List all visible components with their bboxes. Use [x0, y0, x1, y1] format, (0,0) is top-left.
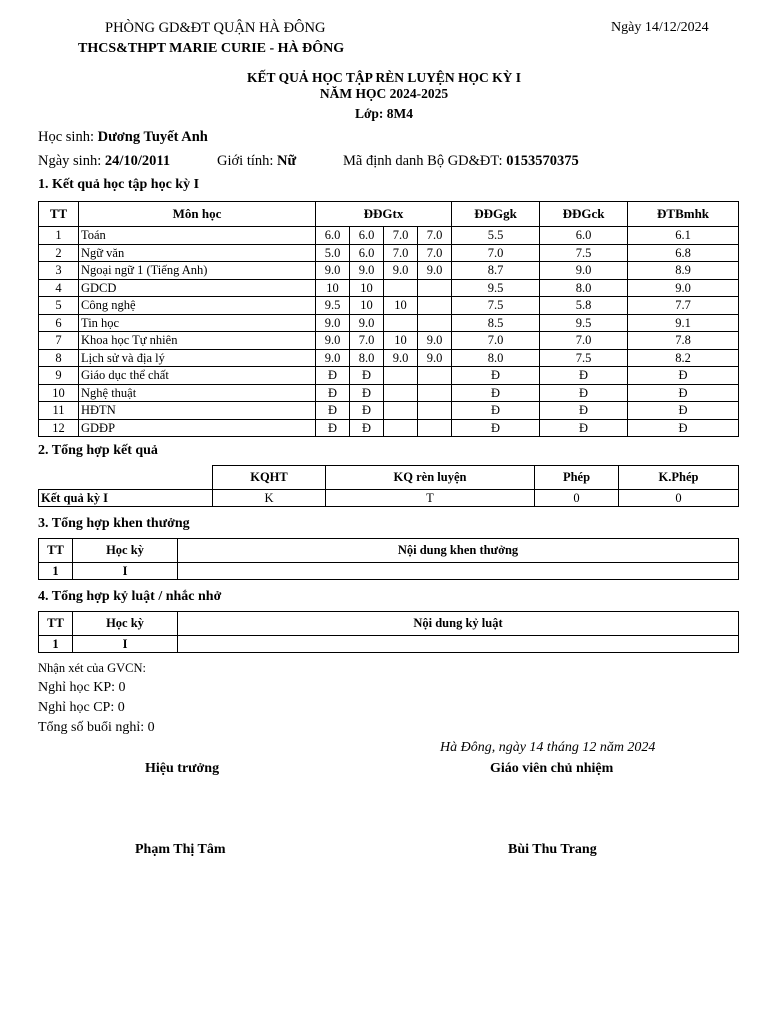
- discipline-row: [39, 636, 739, 653]
- rewards-header-content: Nội dung khen thưởng: [178, 539, 739, 563]
- row-tx-1: 6.0: [316, 227, 350, 245]
- rewards-header-row: [39, 539, 739, 563]
- row-subject: Giáo dục thể chất: [79, 367, 316, 385]
- summary-kq-ren-luyen: T: [326, 490, 535, 507]
- row-tx-4: [418, 279, 452, 297]
- row-tx-3: [384, 402, 418, 420]
- row-ck: 8.0: [540, 279, 628, 297]
- row-tb: Đ: [628, 419, 739, 437]
- header-ddgck: ĐĐGck: [540, 202, 628, 227]
- row-tt: 9: [39, 367, 79, 385]
- table-row: [39, 349, 739, 367]
- row-tx-1: Đ: [316, 384, 350, 402]
- row-ck: Đ: [540, 402, 628, 420]
- row-tx-2: Đ: [350, 384, 384, 402]
- table-row: [39, 227, 739, 245]
- row-gk: 5.5: [452, 227, 540, 245]
- row-tx-3: [384, 384, 418, 402]
- row-tx-2: 7.0: [350, 332, 384, 350]
- teacher-name: Bùi Thu Trang: [508, 842, 597, 857]
- row-tx-4: [418, 402, 452, 420]
- row-subject: HĐTN: [79, 402, 316, 420]
- row-tx-2: 8.0: [350, 349, 384, 367]
- row-gk: Đ: [452, 419, 540, 437]
- table-row: [39, 419, 739, 437]
- row-gk: 9.5: [452, 279, 540, 297]
- row-subject: Công nghệ: [79, 297, 316, 315]
- header-ddggk: ĐĐGgk: [452, 202, 540, 227]
- row-ck: 7.0: [540, 332, 628, 350]
- dob-line: [38, 153, 170, 170]
- discipline-row-semester: I: [73, 636, 178, 653]
- header-ddgtx: ĐĐGtx: [316, 202, 452, 227]
- row-subject: Toán: [79, 227, 316, 245]
- row-tt: 4: [39, 279, 79, 297]
- row-tx-4: 7.0: [418, 244, 452, 262]
- row-tx-2: Đ: [350, 367, 384, 385]
- row-ck: 9.5: [540, 314, 628, 332]
- place-date: Hà Đông, ngày 14 tháng 12 năm 2024: [440, 740, 656, 755]
- discipline-header-semester: Học kỳ: [73, 612, 178, 636]
- gender-value: Nữ: [277, 153, 297, 169]
- department-name: PHÒNG GD&ĐT QUẬN HÀ ĐÔNG: [105, 20, 326, 36]
- row-tx-2: 10: [350, 279, 384, 297]
- student-name-line: [38, 129, 208, 146]
- row-tx-4: [418, 314, 452, 332]
- total-absent: Tổng số buổi nghỉ: 0: [38, 720, 155, 735]
- row-tt: 7: [39, 332, 79, 350]
- row-tt: 10: [39, 384, 79, 402]
- row-gk: 7.0: [452, 244, 540, 262]
- principal-title: Hiệu trưởng: [145, 761, 220, 776]
- summary-table: [38, 465, 739, 507]
- section2-title: 2. Tổng hợp kết quả: [38, 443, 158, 458]
- row-ck: Đ: [540, 367, 628, 385]
- table-row: [39, 262, 739, 280]
- student-name: Dương Tuyết Anh: [97, 129, 208, 145]
- row-tt: 6: [39, 314, 79, 332]
- row-tx-2: Đ: [350, 402, 384, 420]
- row-tx-1: 9.0: [316, 332, 350, 350]
- row-tb: 6.1: [628, 227, 739, 245]
- row-subject: Ngữ văn: [79, 244, 316, 262]
- table-row: [39, 384, 739, 402]
- principal-name: Phạm Thị Tâm: [135, 842, 226, 857]
- row-tb: Đ: [628, 367, 739, 385]
- row-tt: 12: [39, 419, 79, 437]
- absent-kp: Nghỉ học KP: 0: [38, 680, 126, 695]
- gender-label: Giới tính:: [217, 153, 274, 169]
- row-tt: 1: [39, 227, 79, 245]
- row-tb: 7.7: [628, 297, 739, 315]
- row-tx-3: 10: [384, 297, 418, 315]
- summary-blank-cell: [39, 466, 213, 490]
- header-kqht: KQHT: [213, 466, 326, 490]
- row-tx-1: 9.0: [316, 314, 350, 332]
- class-name: Lớp: 8M4: [354, 106, 414, 121]
- table-row: [39, 402, 739, 420]
- section3-title: 3. Tổng hợp khen thưởng: [38, 516, 190, 531]
- row-subject: Ngoại ngữ 1 (Tiếng Anh): [79, 262, 316, 280]
- row-gk: 8.5: [452, 314, 540, 332]
- row-tb: 7.8: [628, 332, 739, 350]
- row-gk: 8.7: [452, 262, 540, 280]
- rewards-header-tt: TT: [39, 539, 73, 563]
- row-tb: Đ: [628, 384, 739, 402]
- row-gk: 7.5: [452, 297, 540, 315]
- row-tt: 8: [39, 349, 79, 367]
- summary-k-phep: 0: [619, 490, 739, 507]
- row-gk: Đ: [452, 367, 540, 385]
- row-tx-2: Đ: [350, 419, 384, 437]
- header-dtbmhk: ĐTBmhk: [628, 202, 739, 227]
- student-name-label: Học sinh:: [38, 129, 94, 145]
- dob-value: 24/10/2011: [104, 153, 171, 169]
- row-tt: 11: [39, 402, 79, 420]
- row-subject: Nghệ thuật: [79, 384, 316, 402]
- row-ck: Đ: [540, 419, 628, 437]
- summary-phep: 0: [535, 490, 619, 507]
- row-tb: Đ: [628, 402, 739, 420]
- row-ck: 7.5: [540, 244, 628, 262]
- row-tx-1: Đ: [316, 402, 350, 420]
- row-tx-1: 9.0: [316, 349, 350, 367]
- absent-cp: Nghỉ học CP: 0: [38, 700, 125, 715]
- section1-title: 1. Kết quả học tập học kỳ I: [38, 177, 200, 192]
- table-row: [39, 332, 739, 350]
- row-tx-4: 7.0: [418, 227, 452, 245]
- row-ck: 7.5: [540, 349, 628, 367]
- row-tx-2: 10: [350, 297, 384, 315]
- rewards-row: [39, 563, 739, 580]
- teacher-comment-label: Nhận xét của GVCN:: [38, 661, 146, 675]
- table-row: [39, 367, 739, 385]
- row-tx-1: Đ: [316, 419, 350, 437]
- row-tx-3: [384, 314, 418, 332]
- row-subject: GDĐP: [79, 419, 316, 437]
- summary-kqht: K: [213, 490, 326, 507]
- rewards-row-tt: 1: [39, 563, 73, 580]
- row-tx-1: Đ: [316, 367, 350, 385]
- summary-row: [39, 490, 739, 507]
- summary-row-label: Kết quả kỳ I: [39, 490, 213, 507]
- rewards-header-semester: Học kỳ: [73, 539, 178, 563]
- row-tx-1: 10: [316, 279, 350, 297]
- row-ck: Đ: [540, 384, 628, 402]
- rewards-row-semester: I: [73, 563, 178, 580]
- row-tx-3: 10: [384, 332, 418, 350]
- row-subject: Khoa học Tự nhiên: [79, 332, 316, 350]
- row-subject: GDCD: [79, 279, 316, 297]
- dob-label: Ngày sinh:: [38, 153, 102, 169]
- row-tx-4: 9.0: [418, 332, 452, 350]
- discipline-header-tt: TT: [39, 612, 73, 636]
- grades-header-row: [39, 202, 739, 227]
- row-tx-4: 9.0: [418, 349, 452, 367]
- rewards-row-content: [178, 563, 739, 580]
- section4-title: 4. Tổng hợp kỷ luật / nhắc nhở: [38, 589, 222, 604]
- row-tb: 8.2: [628, 349, 739, 367]
- report-title: KẾT QUẢ HỌC TẬP RÈN LUYỆN HỌC KỲ I: [246, 70, 522, 85]
- header-k-phep: K.Phép: [619, 466, 739, 490]
- discipline-row-content: [178, 636, 739, 653]
- id-value: 0153570375: [506, 153, 579, 169]
- discipline-header-content: Nội dung kỷ luật: [178, 612, 739, 636]
- row-ck: 9.0: [540, 262, 628, 280]
- header-phep: Phép: [535, 466, 619, 490]
- table-row: [39, 244, 739, 262]
- school-year: NĂM HỌC 2024-2025: [319, 86, 449, 101]
- row-tx-1: 9.5: [316, 297, 350, 315]
- row-gk: 7.0: [452, 332, 540, 350]
- row-tb: 9.0: [628, 279, 739, 297]
- row-tx-4: [418, 297, 452, 315]
- id-line: [343, 153, 579, 170]
- rewards-table: [38, 538, 739, 580]
- row-tx-3: [384, 419, 418, 437]
- table-row: [39, 279, 739, 297]
- row-tx-2: 6.0: [350, 244, 384, 262]
- school-name: THCS&THPT MARIE CURIE - HÀ ĐÔNG: [78, 41, 345, 56]
- header-subject: Môn học: [79, 202, 316, 227]
- row-tx-1: 9.0: [316, 262, 350, 280]
- row-tx-4: [418, 384, 452, 402]
- row-tx-2: 9.0: [350, 262, 384, 280]
- grades-table: [38, 201, 739, 437]
- id-label: Mã định danh Bộ GD&ĐT:: [343, 153, 503, 169]
- row-tx-3: 7.0: [384, 227, 418, 245]
- discipline-table: [38, 611, 739, 653]
- table-row: [39, 314, 739, 332]
- header-tt: TT: [39, 202, 79, 227]
- row-tx-3: 7.0: [384, 244, 418, 262]
- row-subject: Tin học: [79, 314, 316, 332]
- table-row: [39, 297, 739, 315]
- row-tx-3: 9.0: [384, 349, 418, 367]
- row-ck: 5.8: [540, 297, 628, 315]
- row-tt: 2: [39, 244, 79, 262]
- row-tx-1: 5.0: [316, 244, 350, 262]
- row-subject: Lịch sử và địa lý: [79, 349, 316, 367]
- row-ck: 6.0: [540, 227, 628, 245]
- header-kq-ren-luyen: KQ rèn luyện: [326, 466, 535, 490]
- teacher-title: Giáo viên chủ nhiệm: [490, 761, 614, 776]
- row-gk: Đ: [452, 402, 540, 420]
- row-gk: Đ: [452, 384, 540, 402]
- row-tx-3: 9.0: [384, 262, 418, 280]
- row-tt: 3: [39, 262, 79, 280]
- row-tb: 6.8: [628, 244, 739, 262]
- row-tx-4: 9.0: [418, 262, 452, 280]
- row-tx-2: 6.0: [350, 227, 384, 245]
- row-tt: 5: [39, 297, 79, 315]
- discipline-row-tt: 1: [39, 636, 73, 653]
- discipline-header-row: [39, 612, 739, 636]
- summary-header-row: [39, 466, 739, 490]
- report-date: Ngày 14/12/2024: [611, 20, 709, 35]
- row-tx-4: [418, 367, 452, 385]
- row-tx-3: [384, 279, 418, 297]
- gender-line: [217, 153, 296, 170]
- row-gk: 8.0: [452, 349, 540, 367]
- row-tb: 9.1: [628, 314, 739, 332]
- row-tx-3: [384, 367, 418, 385]
- row-tx-2: 9.0: [350, 314, 384, 332]
- row-tx-4: [418, 419, 452, 437]
- row-tb: 8.9: [628, 262, 739, 280]
